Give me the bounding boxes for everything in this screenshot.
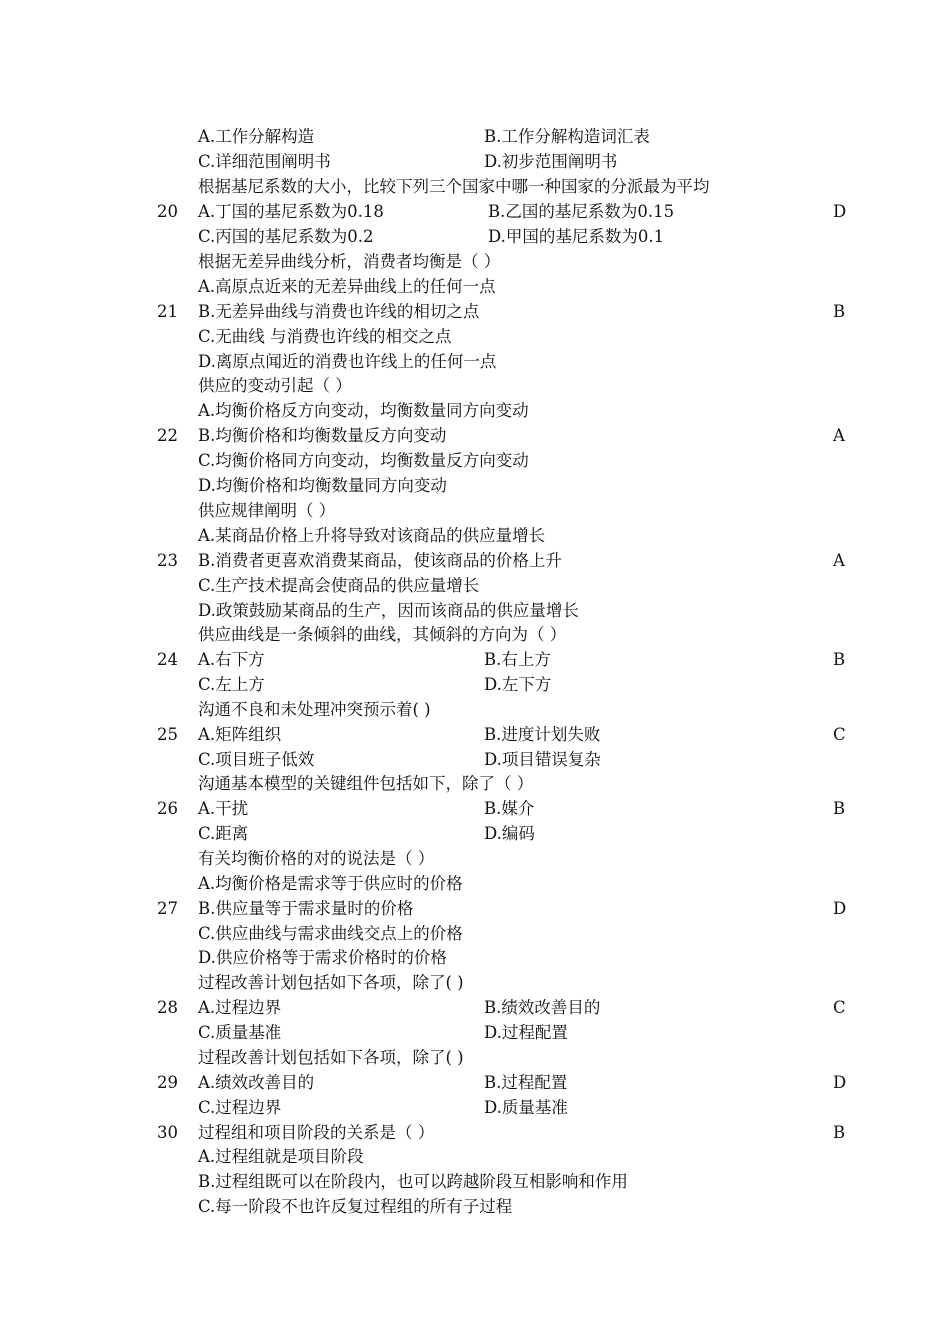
option-a: A.某商品价格上升将导致对该商品的供应量增长 — [198, 526, 546, 545]
option-b: B.右上方 — [484, 650, 551, 669]
option-b: B.均衡价格和均衡数量反方向变动 — [198, 426, 447, 445]
option-c: C.无曲线 与消费也许线的相交之点 — [198, 327, 452, 346]
question-number: 30 — [157, 1123, 178, 1142]
option-a: A.丁国的基尼系数为0.18 — [198, 202, 384, 221]
option-d: D.政策鼓励某商品的生产，因而该商品的供应量增长 — [198, 601, 579, 620]
option-row — [198, 722, 601, 747]
question-number: 20 — [157, 202, 178, 221]
option-a: A.工作分解构造 — [198, 127, 315, 146]
option-c: C.距离 — [198, 824, 249, 843]
question-text: 过程改善计划包括如下各项，除了( ) — [198, 1048, 464, 1067]
option-c: C.丙国的基尼系数为0.2 — [198, 227, 374, 246]
option-c: C.均衡价格同方向变动，均衡数量反方向变动 — [198, 451, 529, 470]
option-row — [198, 672, 552, 697]
option-d: D.项目错误复杂 — [484, 750, 601, 769]
option-row — [198, 1020, 568, 1045]
option-a: A.均衡价格反方向变动，均衡数量同方向变动 — [198, 401, 529, 420]
question-text: 供应规律阐明（ ） — [198, 501, 336, 520]
option-d: D.编码 — [484, 824, 535, 843]
option-row — [198, 821, 535, 846]
option-a: A.过程边界 — [198, 998, 282, 1017]
option-a: A.绩效改善目的 — [198, 1073, 315, 1092]
answer-key: B — [833, 799, 846, 818]
question-number: 23 — [157, 551, 178, 570]
option-b: B.绩效改善目的 — [484, 998, 601, 1017]
option-c: C.生产技术提高会使商品的供应量增长 — [198, 576, 480, 595]
answer-key: C — [833, 998, 846, 1017]
option-d: D.过程配置 — [484, 1023, 568, 1042]
question-text: 沟通基本模型的关键组件包括如下，除了（ ） — [198, 774, 534, 793]
option-d: D.左下方 — [484, 675, 552, 694]
option-row — [198, 796, 535, 821]
option-d: D.甲国的基尼系数为0.1 — [488, 227, 665, 246]
option-c: C.供应曲线与需求曲线交点上的价格 — [198, 924, 463, 943]
answer-key: C — [833, 725, 846, 744]
option-row — [198, 1070, 568, 1095]
option-d: D.离原点闻近的消费也许线上的任何一点 — [198, 352, 497, 371]
question-text: 根据无差异曲线分析，消费者均衡是（ ） — [198, 252, 501, 271]
option-a: A.右下方 — [198, 650, 265, 669]
option-row — [198, 647, 551, 672]
answer-key: D — [833, 1073, 847, 1092]
option-d: D.初步范围阐明书 — [484, 152, 618, 171]
option-c: C.详细范围阐明书 — [198, 152, 331, 171]
option-row — [198, 995, 601, 1020]
option-c: C.左上方 — [198, 675, 265, 694]
question-text: 供应曲线是一条倾斜的曲线，其倾斜的方向为（ ） — [198, 625, 567, 644]
option-a: A.干扰 — [198, 799, 249, 818]
question-text: 沟通不良和未处理冲突预示着( ) — [198, 700, 431, 719]
option-row — [198, 149, 618, 174]
option-c: C.过程边界 — [198, 1098, 282, 1117]
option-row — [198, 224, 665, 249]
option-b: B.过程组既可以在阶段内，也可以跨越阶段互相影响和作用 — [198, 1172, 628, 1191]
answer-key: A — [833, 551, 845, 570]
question-number: 26 — [157, 799, 178, 818]
option-row — [198, 199, 675, 224]
option-a: A.高原点近来的无差异曲线上的任何一点 — [198, 277, 496, 296]
option-b: B.乙国的基尼系数为0.15 — [488, 202, 675, 221]
option-row — [198, 1095, 568, 1120]
question-number: 28 — [157, 998, 178, 1017]
option-c: C.每一阶段不也许反复过程组的所有子过程 — [198, 1197, 513, 1216]
answer-key: D — [833, 899, 847, 918]
option-b: B.工作分解构造词汇表 — [484, 127, 650, 146]
answer-key: B — [833, 302, 846, 321]
option-a: A.均衡价格是需求等于供应时的价格 — [198, 874, 463, 893]
option-row — [198, 124, 650, 149]
question-text: 供应的变动引起（ ） — [198, 376, 352, 395]
option-b: B.过程配置 — [484, 1073, 568, 1092]
option-b: B.供应量等于需求量时的价格 — [198, 899, 414, 918]
option-b: B.进度计划失败 — [484, 725, 601, 744]
option-d: D.质量基准 — [484, 1098, 568, 1117]
answer-key: B — [833, 1123, 846, 1142]
option-c: C.质量基准 — [198, 1023, 282, 1042]
option-b: B.无差异曲线与消费也许线的相切之点 — [198, 302, 480, 321]
answer-key: B — [833, 650, 846, 669]
question-number: 22 — [157, 426, 178, 445]
question-text: 过程改善计划包括如下各项，除了( ) — [198, 973, 464, 992]
option-d: D.均衡价格和均衡数量同方向变动 — [198, 476, 447, 495]
answer-key: D — [833, 202, 847, 221]
question-number: 21 — [157, 302, 178, 321]
option-b: B.媒介 — [484, 799, 535, 818]
question-number: 25 — [157, 725, 178, 744]
question-number: 27 — [157, 899, 178, 918]
answer-key: A — [833, 426, 845, 445]
option-d: D.供应价格等于需求价格时的价格 — [198, 948, 447, 967]
question-text: 根据基尼系数的大小，比较下列三个国家中哪一种国家的分派最为平均 — [198, 177, 710, 196]
question-text: 有关均衡价格的对的说法是（ ） — [198, 849, 435, 868]
question-number: 29 — [157, 1073, 178, 1092]
question-text: 过程组和项目阶段的关系是（ ） — [198, 1123, 435, 1142]
question-number: 24 — [157, 650, 178, 669]
option-a: A.过程组就是项目阶段 — [198, 1147, 364, 1166]
option-b: B.消费者更喜欢消费某商品，使该商品的价格上升 — [198, 551, 562, 570]
option-row — [198, 747, 601, 772]
option-c: C.项目班子低效 — [198, 750, 315, 769]
option-a: A.矩阵组织 — [198, 725, 282, 744]
